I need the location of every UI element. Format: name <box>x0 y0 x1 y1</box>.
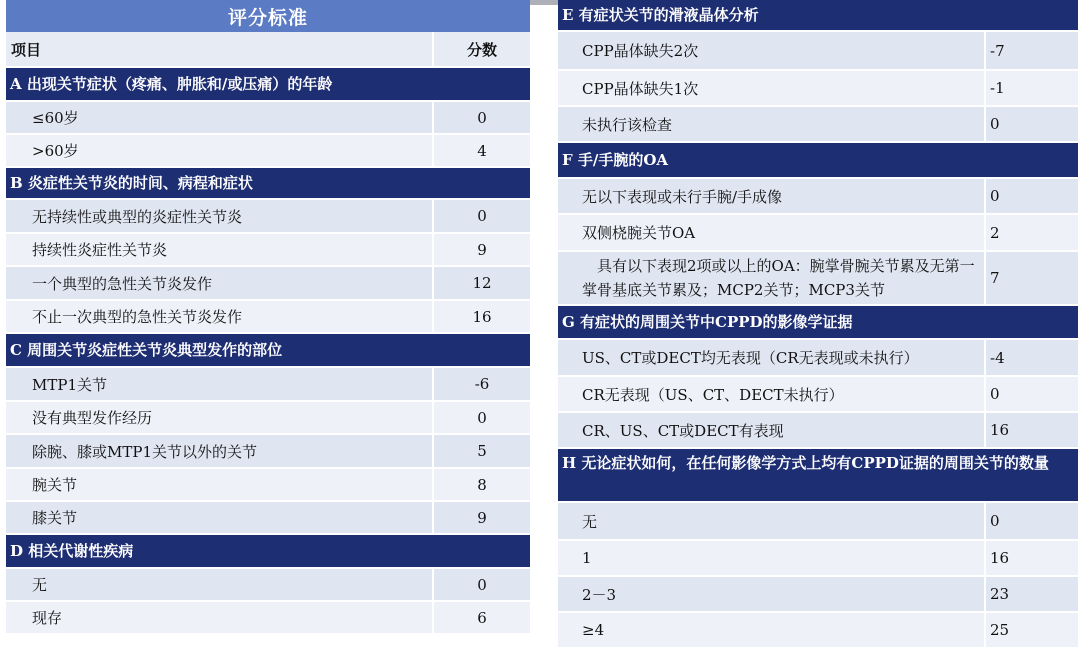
criterion-label: 膝关节 <box>32 509 78 527</box>
table-row <box>6 301 530 334</box>
score-value: 0 <box>432 569 530 600</box>
table-row <box>6 469 530 502</box>
criterion-label: 2－3 <box>582 585 617 604</box>
section-header: D 相关代谢性疾病 <box>6 535 530 569</box>
criterion-label: 双侧桡腕关节OA <box>582 224 696 242</box>
score-value: 16 <box>984 413 1078 447</box>
score-value: 23 <box>984 577 1078 611</box>
table-row <box>6 267 530 301</box>
score-value: 9 <box>432 502 530 533</box>
table-row <box>6 234 530 267</box>
criterion-label: 1 <box>582 549 592 567</box>
score-value: -1 <box>984 71 1078 105</box>
table-row <box>558 613 1078 649</box>
section-header: G 有症状的周围关节中CPPD的影像学证据 <box>558 306 1078 340</box>
table-row <box>6 569 530 602</box>
score-value: 6 <box>432 602 530 633</box>
table-row <box>6 102 530 135</box>
criterion-label: 具有以下表现2项或以上的OA：腕掌骨腕关节累及无第一掌骨基底关节累及；MCP2关节；MCP3关节 <box>582 257 975 299</box>
criterion-label: 无 <box>32 576 48 594</box>
right-score-table <box>558 0 1078 649</box>
table-row <box>558 541 1078 577</box>
column-header-row <box>6 32 530 68</box>
section-header: E 有症状关节的滑液晶体分析 <box>558 0 1078 32</box>
score-value: 0 <box>984 377 1078 411</box>
score-value: 5 <box>432 435 530 467</box>
table-row <box>6 135 530 168</box>
column-header-item: 项目 <box>11 40 42 59</box>
criterion-label: 持续性炎症性关节炎 <box>32 241 168 259</box>
table-row <box>558 377 1078 413</box>
table-row <box>558 503 1078 541</box>
left-score-table <box>6 0 530 635</box>
right-table-body <box>558 0 1078 649</box>
score-value: 8 <box>432 469 530 500</box>
left-table-body <box>6 68 530 635</box>
score-value: 0 <box>984 179 1078 213</box>
score-value: 0 <box>432 402 530 433</box>
table-row <box>558 413 1078 449</box>
score-value: 0 <box>984 503 1078 539</box>
table-row <box>6 200 530 234</box>
criterion-label: CPP晶体缺失1次 <box>582 79 699 98</box>
criterion-label: 无持续性或典型的炎症性关节炎 <box>32 207 243 226</box>
score-value: 0 <box>984 107 1078 141</box>
score-value: 9 <box>432 234 530 265</box>
table-row <box>6 368 530 402</box>
score-value: 7 <box>984 252 1078 304</box>
criterion-label: 未执行该检查 <box>582 115 673 134</box>
score-value: 2 <box>984 215 1078 250</box>
table-row <box>558 32 1078 71</box>
criterion-label: US、CT或DECT均无表现（CR无表现或未执行） <box>582 349 919 367</box>
criterion-label: >60岁 <box>32 142 79 160</box>
score-value: 0 <box>432 102 530 133</box>
table-row <box>6 402 530 435</box>
score-value: -7 <box>984 32 1078 69</box>
criterion-label: 无以下表现或未行手腕/手成像 <box>582 187 783 206</box>
score-value: 16 <box>432 301 530 332</box>
table-row <box>558 340 1078 377</box>
criterion-label: CR、US、CT或DECT有表现 <box>582 421 784 440</box>
score-value: 16 <box>984 541 1078 575</box>
score-value: -4 <box>984 340 1078 375</box>
score-value: 0 <box>432 200 530 232</box>
criterion-label: 一个典型的急性关节炎发作 <box>32 274 213 293</box>
table-title: 评分标准 <box>6 0 530 32</box>
table-row <box>558 577 1078 613</box>
table-row <box>558 179 1078 215</box>
criterion-label: 无 <box>582 512 598 531</box>
section-header: C 周围关节炎症性关节炎典型发作的部位 <box>6 334 530 368</box>
table-row <box>558 252 1078 306</box>
criterion-label: 现存 <box>32 609 63 627</box>
criterion-label: 除腕、膝或MTP1关节以外的关节 <box>32 442 258 461</box>
table-row <box>6 502 530 535</box>
table-row <box>6 435 530 469</box>
score-value: -6 <box>432 368 530 400</box>
table-row <box>558 107 1078 143</box>
section-header: B 炎症性关节炎的时间、病程和症状 <box>6 168 530 200</box>
column-header-score: 分数 <box>432 32 530 66</box>
criterion-label: 腕关节 <box>32 476 78 494</box>
criterion-label: 不止一次典型的急性关节炎发作 <box>32 308 243 326</box>
score-value: 12 <box>432 267 530 299</box>
criterion-label: MTP1关节 <box>32 375 108 394</box>
score-value: 4 <box>432 135 530 166</box>
criterion-label: CPP晶体缺失2次 <box>582 42 699 60</box>
table-row <box>558 71 1078 107</box>
score-value: 25 <box>984 613 1078 647</box>
criterion-label: 没有典型发作经历 <box>32 409 153 427</box>
section-header: F 手/手腕的OA <box>558 143 1078 179</box>
section-header: A 出现关节症状（疼痛、肿胀和/或压痛）的年龄 <box>6 68 530 102</box>
criterion-label: ≥4 <box>582 621 605 639</box>
table-row <box>558 215 1078 252</box>
table-row <box>6 602 530 635</box>
criterion-label: CR无表现（US、CT、DECT未执行） <box>582 385 844 404</box>
section-header: H 无论症状如何，在任何影像学方式上均有CPPD证据的周围关节的数量 <box>558 449 1078 503</box>
criterion-label: ≤60岁 <box>32 109 79 127</box>
